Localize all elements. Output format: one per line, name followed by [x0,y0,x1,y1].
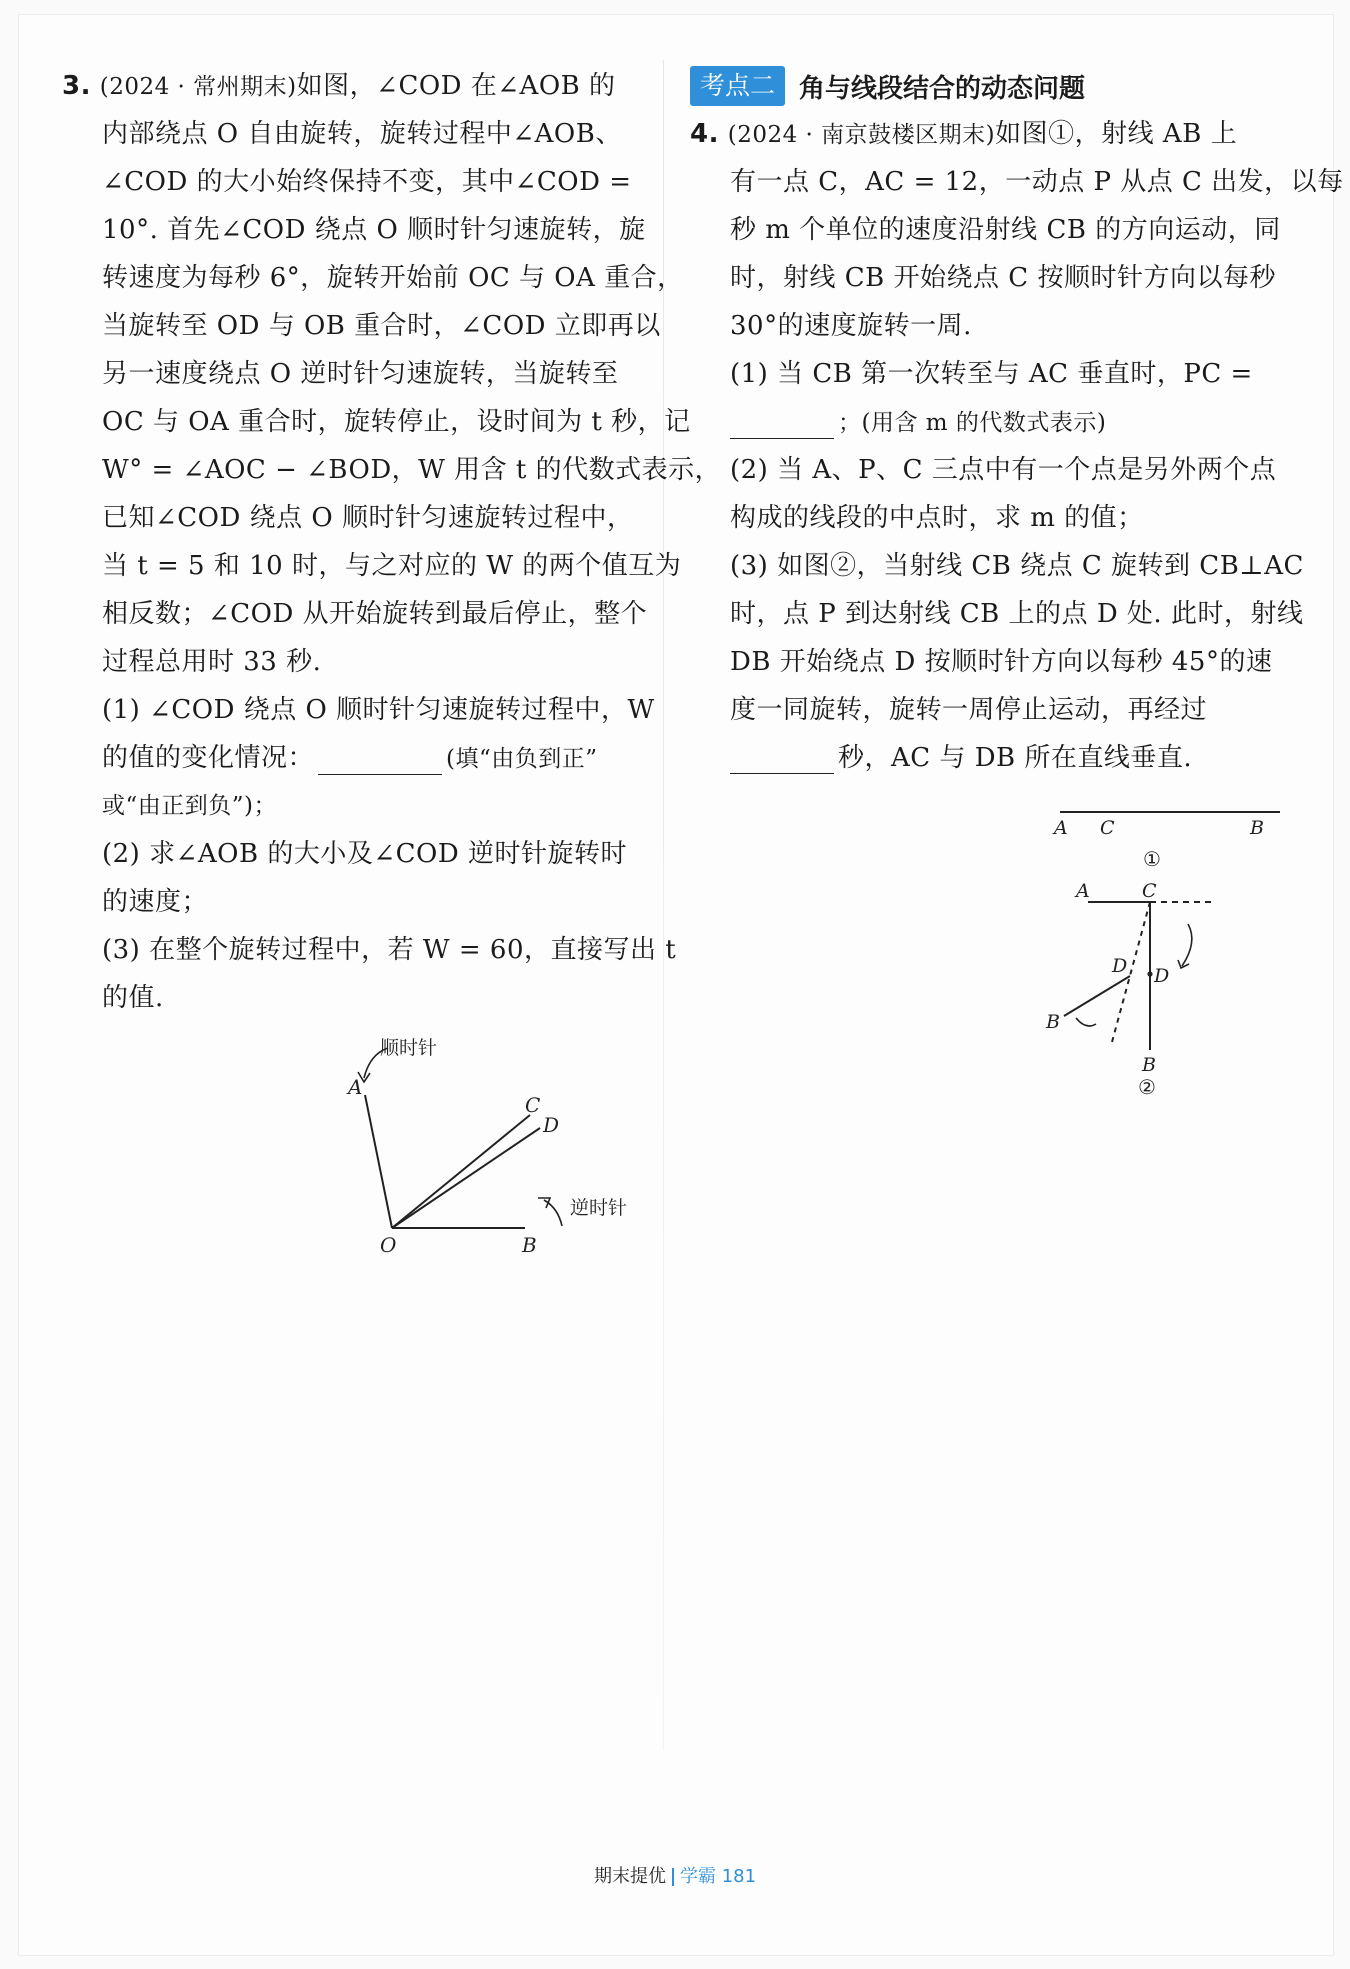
point-B-label: B [522,1233,537,1257]
question-4-column [690,62,1344,782]
section-tag: 考点二 [690,66,785,106]
q3-part3-line1: (3) 在整个旋转过程中，若 W = 60，直接写出 t [102,935,677,965]
clockwise-label: 顺时针 [380,1037,438,1059]
q4-stem-line: 30°的速度旋转一周. [730,311,972,341]
q3-part2-line2: 的速度； [102,887,209,917]
q4-figure-2 [1030,880,1250,1100]
q4-part1-answer-blank[interactable] [730,406,834,439]
q3-line-1 [62,62,662,110]
fig1-point-A: A [1054,817,1068,839]
point-C-label: C [525,1093,541,1117]
point-D-label: D [543,1113,560,1137]
fig2-point-D-right: D [1154,965,1170,987]
q4-part1-line1: (1) 当 CB 第一次转至与 AC 垂直时，PC = [730,359,1253,389]
q4-part3-answer-blank[interactable] [730,741,834,774]
q3-stem-line: 当 t = 5 和 10 时，与之对应的 W 的两个值互为 [102,551,682,581]
q3-stem-line: 另一速度绕点 O 逆时针匀速旋转，当旋转至 [102,359,619,389]
q4-part1-line2 [690,398,1290,446]
point-O-label: O [380,1233,397,1257]
fig2-point-D-left: D [1112,955,1128,977]
q3-stem-line: ∠COD 的大小始终保持不变，其中∠COD = [102,167,632,197]
footer-divider [672,1868,674,1886]
q4-source: (2024 · 南京鼓楼区期末) [727,122,996,148]
q4-part1-hint: ；(用含 m 的代数式表示) [838,410,1107,436]
q4-stem-0: 如图①，射线 AB 上 [995,119,1238,149]
fig2-caption: ② [1138,1075,1156,1099]
q3-part2-line1: (2) 求∠AOB 的大小及∠COD 逆时针旋转时 [102,839,627,869]
q4-part3-line4: 度一同旋转，旋转一周停止运动，再经过 [730,695,1208,725]
fig2-point-B-left: B [1046,1011,1060,1033]
q3-number: 3. [62,71,91,101]
point-A-label: A [348,1075,363,1099]
section-header [690,62,1290,110]
q3-part1-hint: (填“由负到正” [446,746,598,772]
fig1-caption: ① [1143,847,1161,871]
fig2-point-A: A [1076,880,1090,902]
footer-brand: 学霸 [679,1866,716,1887]
q4-stem-line: 有一点 C，AC = 12，一动点 P 从点 C 出发，以每 [730,167,1344,197]
q3-stem-0: 如图，∠COD 在∠AOB 的 [296,71,616,101]
q4-part3-line2: 时，点 P 到达射线 CB 上的点 D 处. 此时，射线 [730,599,1304,629]
fig1-point-C: C [1100,817,1115,839]
q3-stem-line: 过程总用时 33 秒. [102,647,322,677]
column-divider [663,60,664,1750]
q4-part2-line1: (2) 当 A、P、C 三点中有一个点是另外两个点 [730,455,1277,485]
q4-part3-line5 [690,734,1290,782]
q4-stem-line: 秒 m 个单位的速度沿射线 CB 的方向运动，同 [730,215,1281,245]
q3-stem-line: 10°. 首先∠COD 绕点 O 顺时针匀速旋转，旋 [102,215,646,245]
q3-part3-line2: 的值. [102,983,164,1013]
q4-number: 4. [690,119,719,149]
q3-stem-line: W° = ∠AOC − ∠BOD，W 用含 t 的代数式表示， [102,455,722,485]
q3-stem-line: 相反数；∠COD 从开始旋转到最后停止，整个 [102,599,648,629]
section-title: 角与线段结合的动态问题 [799,73,1086,104]
question-3 [62,62,722,1022]
q4-figure-1 [1040,800,1290,880]
q3-part1-answer-blank[interactable] [318,742,442,775]
q4-line-1 [690,110,1290,158]
q3-stem-line: OC 与 OA 重合时，旋转停止，设时间为 t 秒，记 [102,407,691,437]
q3-stem-line: 内部绕点 O 自由旋转，旋转过程中∠AOB、 [102,119,622,149]
q3-angle-figure [330,1020,660,1260]
q3-stem-line: 转速度为每秒 6°，旋转开始前 OC 与 OA 重合， [102,263,684,293]
q3-stem-line: 已知∠COD 绕点 O 顺时针匀速旋转过程中， [102,503,634,533]
q3-part1-line1: (1) ∠COD 绕点 O 顺时针匀速旋转过程中，W [102,695,655,725]
fig2-point-B-bottom: B [1142,1054,1156,1076]
q4-stem-line: 时，射线 CB 开始绕点 C 按顺时针方向以每秒 [730,263,1276,293]
q3-part1-prompt: 的值的变化情况： [102,743,315,773]
page-number: 181 [721,1866,757,1887]
counterclockwise-label: 逆时针 [570,1197,628,1219]
q4-part2-line2: 构成的线段的中点时，求 m 的值； [730,503,1144,533]
q3-source: (2024 · 常州期末) [99,74,297,100]
q4-part3-text: 秒，AC 与 DB 所在直线垂直. [838,743,1193,773]
fig1-point-B: B [1250,817,1264,839]
q3-part1-line2 [62,734,662,782]
page-footer [0,1862,1350,1888]
q4-part3-line1: (3) 如图②，当射线 CB 绕点 C 旋转到 CB⊥AC [730,551,1304,581]
q3-stem-line: 当旋转至 OD 与 OB 重合时，∠COD 立即再以 [102,311,661,341]
q3-part1-line3: 或“由正到负”)； [102,793,277,819]
footer-left-text: 期末提优 [593,1866,666,1887]
q4-part3-line3: DB 开始绕点 D 按顺时针方向以每秒 45°的速 [730,647,1273,677]
fig2-point-C: C [1142,880,1157,902]
